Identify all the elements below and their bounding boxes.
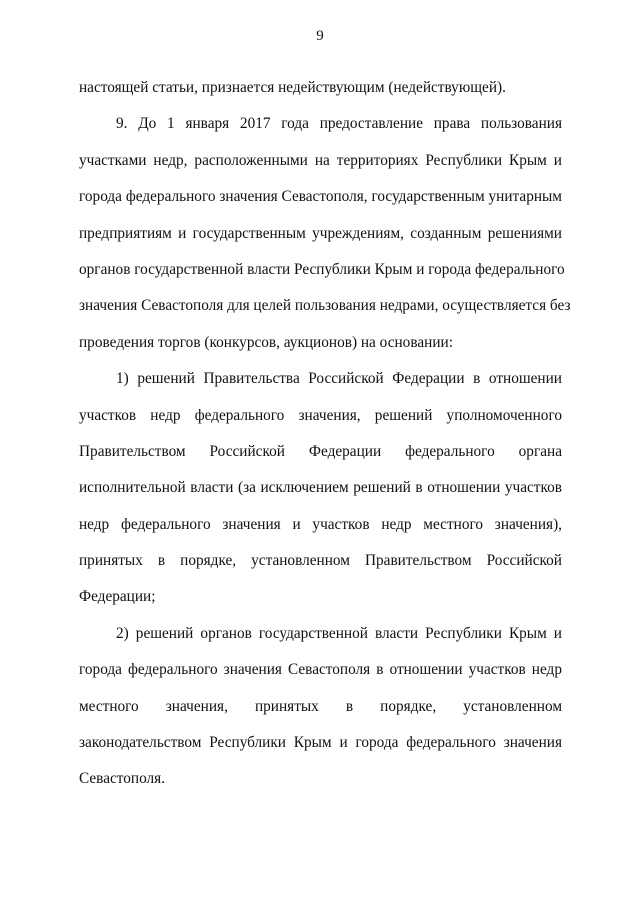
text-line: исполнительной власти (за исключением решений в отношении участков (79, 479, 562, 497)
text-line: Правительством Российской Федерации федерального органа (79, 442, 562, 460)
paragraph-9-start-line: 9. До 1 января 2017 года предоставление права пользования (116, 115, 562, 133)
item-2-start-line: 2) решений органов государственной власти Республики Крым и (116, 624, 562, 642)
text-line: участков недр федерального значения, решений уполномоченного (79, 406, 562, 424)
text-line: предприятиям и государственным учреждениям, созданным решениями (79, 224, 562, 242)
text-line: законодательством Республики Крым и города федерального значения (79, 734, 562, 752)
text-line: города федерального значения Севастополя в отношении участков недр (79, 661, 562, 679)
document-body (79, 70, 571, 798)
text-line: Севастополя. (79, 770, 166, 788)
text-line: участками недр, расположенными на территориях Республики Крым и (79, 151, 562, 169)
text-line: города федерального значения Севастополя, государственным унитарным (79, 188, 562, 206)
text-line: местного значения, принятых в порядке, установленном (79, 697, 562, 715)
page-number: 9 (316, 28, 324, 44)
text-line: принятых в порядке, установленном Правительством Российской (79, 552, 562, 570)
text-line: проведения торгов (конкурсов, аукционов) на основании: (79, 333, 453, 351)
text-line: органов государственной власти Республики Крым и города федерального (79, 260, 565, 278)
text-line: недр федерального значения и участков недр местного значения), (79, 515, 562, 533)
text-line: настоящей статьи, признается недействующим (недействующей). (79, 79, 506, 96)
text-line: значения Севастополя для целей пользования недрами, осуществляется без (79, 297, 571, 315)
text-line: Федерации; (79, 588, 156, 606)
item-1-start-line: 1) решений Правительства Российской Федерации в отношении (116, 370, 562, 388)
